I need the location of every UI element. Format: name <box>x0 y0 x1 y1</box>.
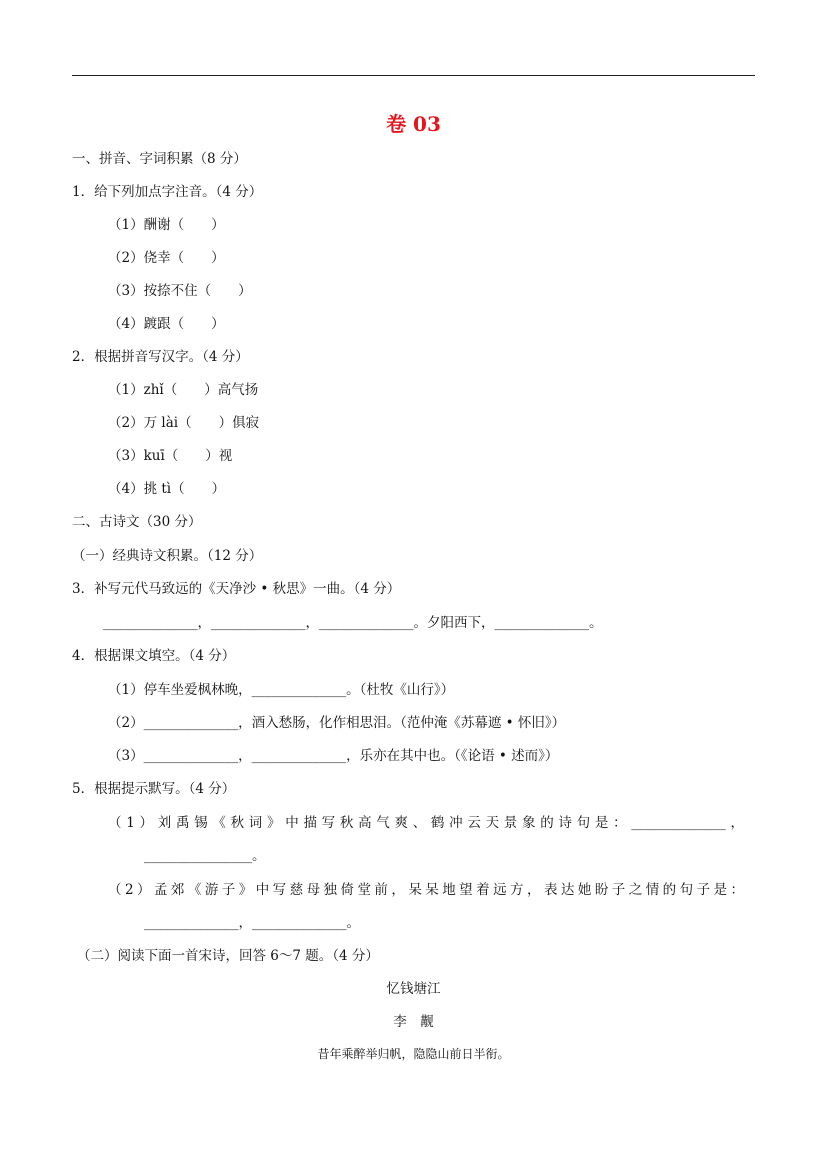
poem-title: 忆钱塘江 <box>386 981 441 997</box>
question-5-item-2: （2）孟郊《游子》中写慈母独倚堂前，呆呆地望着远方，表达她盼子之情的句子是： <box>108 882 744 898</box>
question-2-item-3: （3）kuī（ ）视 <box>108 448 233 464</box>
question-1: 1．给下列加点字注音。（4 分） <box>72 184 263 200</box>
question-2-item-2: （2）万 lài（ ）俱寂 <box>108 415 260 431</box>
question-2: 2．根据拼音写汉字。（4 分） <box>72 349 249 365</box>
poem-line-1: 昔年乘醉举归帆，隐隐山前日半衔。 <box>317 1047 510 1061</box>
question-2-item-1: （1）zhǐ（ ）高气扬 <box>108 382 259 398</box>
question-5-item-2-continued: ______________，______________。 <box>144 915 360 931</box>
page-title: 卷 03 <box>386 112 441 136</box>
poem-author: 李 觏 <box>393 1014 434 1030</box>
question-3: 3．补写元代马致远的《天净沙 • 秋思》一曲。（4 分） <box>72 581 401 597</box>
question-1-item-2: （2）侥幸（ ） <box>108 250 225 266</box>
subsection-heading-1: （一）经典诗文积累。（12 分） <box>72 548 263 564</box>
section-heading-1: 一、拼音、字词积累（8 分） <box>72 151 247 167</box>
subsection-heading-2: （二）阅读下面一首宋诗，回答 6～7 题。（4 分） <box>77 948 379 964</box>
question-1-item-4: （4）踱跟（ ） <box>108 316 225 332</box>
section-heading-2: 二、古诗文（30 分） <box>72 514 202 530</box>
question-5: 5．根据提示默写。（4 分） <box>72 781 236 797</box>
question-1-item-1: （1）酬谢（ ） <box>108 217 225 233</box>
question-2-item-4: （4）挑 tì（ ） <box>108 481 226 497</box>
question-4-item-2: （2）______________，酒入愁肠，化作相思泪。（范仲淹《苏幕遮 • 怀旧》） <box>108 715 566 731</box>
question-5-item-1: （1）刘禹锡《秋词》中描写秋高气爽、鹤冲云天景象的诗句是：______________， <box>108 815 744 831</box>
question-1-item-3: （3）按捺不住（ ） <box>108 283 252 299</box>
question-4-item-1: （1）停车坐爱枫林晚，______________。（杜牧《山行》） <box>108 682 455 698</box>
question-4-item-3: （3）______________，______________，乐亦在其中也。（《论语 • 述而》） <box>108 748 559 764</box>
question-3-blanks: ______________，______________，______________。夕阳西下，______________。 <box>103 615 603 631</box>
question-4: 4．根据课文填空。（4 分） <box>72 648 236 664</box>
question-5-item-1-continued: ________________。 <box>144 848 266 864</box>
header-rule <box>72 75 755 76</box>
